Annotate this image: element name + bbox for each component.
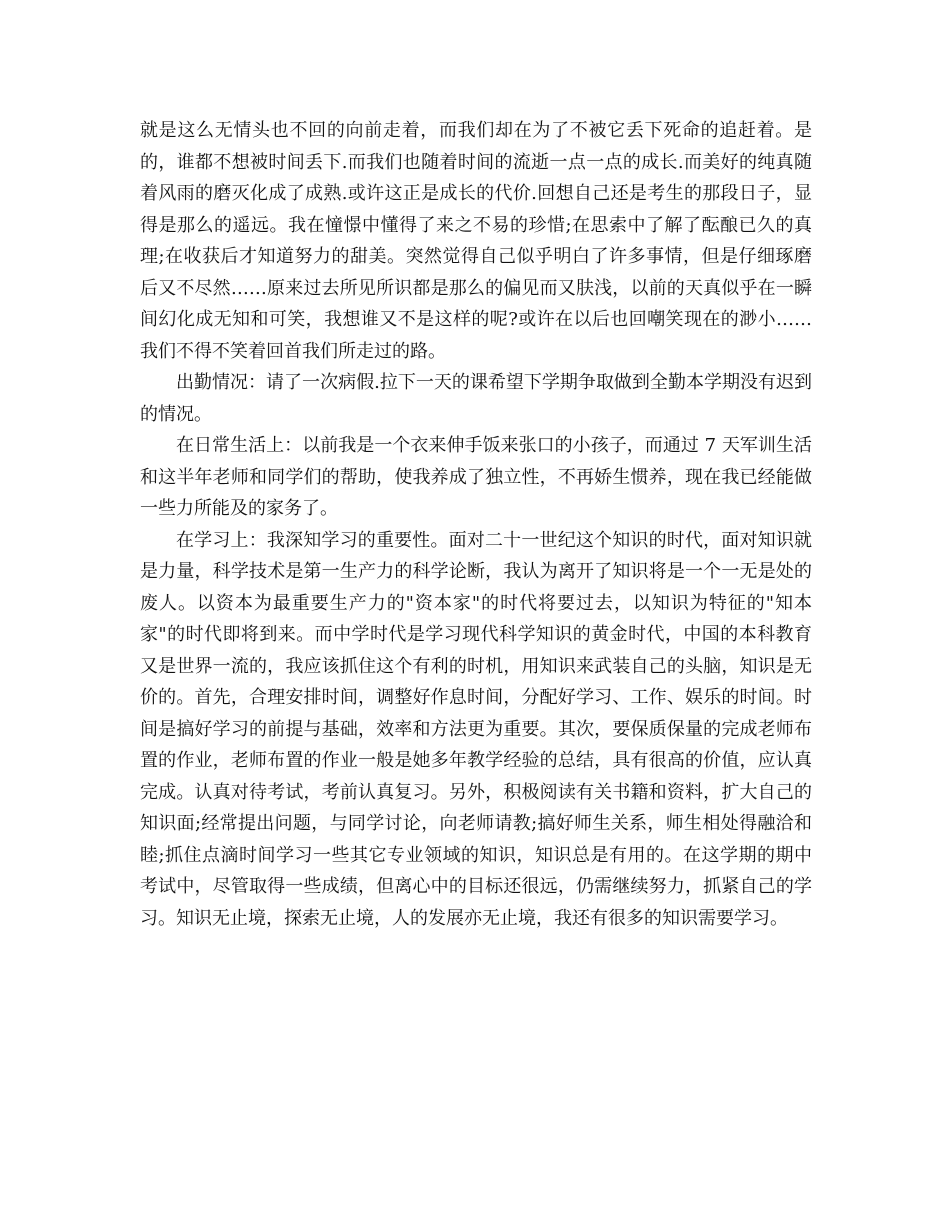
paragraph-intro: 就是这么无情头也不回的向前走着，而我们却在为了不被它丢下死命的追赶着。是的，谁都不想被时间丢下.而我们也随着时间的流逝一点一点的成长.而美好的纯真随着风雨的磨灭化成了成熟.或许这正是成长的代价.回想自己还是考生的那段日子，显得是那么的遥远。我在憧憬中懂得了来之不易的珍惜;在思索中了解了酝酿已久的真理;在收获后才知道努力的甜美。突然觉得自己似乎明白了许多事情，但是仔细琢磨后又不尽然……原来过去所见所识都是那么的偏见而又肤浅，以前的天真似乎在一瞬间幻化成无知和可笑，我想谁又不是这样的呢?或许在以后也回嘲笑现在的渺小……我们不得不笑着回首我们所走过的路。 (140, 120, 812, 362)
paragraph-study: 在学习上：我深知学习的重要性。面对二十一世纪这个知识的时代，面对知识就是力量，科学技术是第一生产力的科学论断，我认为离开了知识将是一个一无是处的废人。以资本为最重要生产力的"资本家"的时代将要过去，以知识为特征的"知本家"的时代即将到来。而中学时代是学习现代科学知识的黄金时代，中国的本科教育又是世界一流的，我应该抓住这个有利的时机，用知识来武装自己的头脑，知识是无价的。首先，合理安排时间，调整好作息时间，分配好学习、工作、娱乐的时间。时间是搞好学习的前提与基础，效率和方法更为重要。其次，要保质保量的完成老师布置的作业，老师布置的作业一般是她多年教学经验的总结，具有很高的价值，应认真完成。认真对待考试，考前认真复习。另外，积极阅读有关书籍和资料，扩大自己的知识面;经常提出问题，与同学讨论，向老师请教;搞好师生关系，师生相处得融洽和睦;抓住点滴时间学习一些其它专业领域的知识，知识总是有用的。在这学期的期中考试中，尽管取得一些成绩，但离心中的目标还很远，仍需继续努力，抓紧自己的学习。知识无止境，探索无止境，人的发展亦无止境，我还有很多的知识需要学习。 (140, 529, 812, 929)
paragraph-attendance: 出勤情况：请了一次病假.拉下一天的课希望下学期争取做到全勤本学期没有迟到的情况。 (140, 372, 812, 425)
document-body (140, 115, 812, 934)
paragraph-daily-life: 在日常生活上：以前我是一个衣来伸手饭来张口的小孩子，而通过 7 天军训生活和这半年老师和同学们的帮助，使我养成了独立性，不再娇生惯养，现在我已经能做一些力所能及的家务了。 (140, 435, 812, 519)
